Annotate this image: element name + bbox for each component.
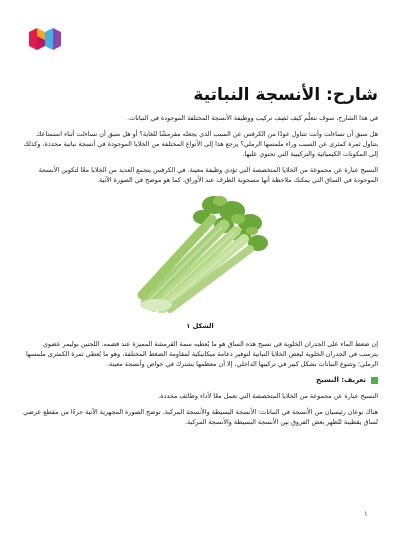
celery-image [132,191,272,313]
page-number: ١ [364,510,368,518]
definition-heading [22,375,378,386]
intro-paragraph: في هذا الشارح، سوف نتعلَّم كيف نَصِف تركيب ووظيفة الأنسجة المختلفة الموجودة في النباتات. [127,114,378,122]
figure-caption: الشكل ١ [186,322,214,330]
types-paragraph: هناك نوعان رئيسيان من الأنسجة في النباتات: الأنسجة البسيطة والأنسجة المركبة. توضح الصورة المجهرية الآتية جزءًا من مقطع عرضي لساق يقطينة لتُظهر بعض الفروق بين الأنسجة البسيطة والأنسجة المركبة. [23,408,378,426]
question-paragraph: هل سبق أن تساءلت وأنت تتناول عودًا من الكرفس عن السبب الذي يجعله مقرمشًا للغاية؟ أو هل سبق أن تساءلت أثناء استمتاعك بتناول ثمرة كمثرى عن السبب وراء ملمسها الرملي؟ يرجع هذا إلى الأنواع المختلفة من الخلايا الموجودة في أنسجة نباتية محددة، وكذلك إلى المكونات الكيميائية والتركيبية التي تحتوي عليها. [23,130,378,158]
definition-heading-label: تعريف: النسيج [315,376,366,384]
definition-paragraph: النسيج عبارة عن مجموعة من الخلايا المتخصصة التي تعمل معًا لأداء وظائف محددة. [158,392,378,400]
explanation-paragraph: إن ضغط الماء على الجدران الخلوية في نسيج هذه الساق هو ما يُعطيه سمة القرمشة المميزة عند قضمه. اللجنين بوليمر عضوي يترسب في الجدران الخلوية لبعض الخلايا النباتية لتوفير دعامة ميكانيكية لمقاومة الضغط المختلفة، وهو ما يُعطي ثمرة الكمثرى ملمسها الرملي؛ وتتنوع النباتات بشكل كبير في تركيبها الداخلي، إلا أن معظمها يشترك في خواص وأنسجة معينة. [25,340,378,368]
green-square-icon [371,377,378,384]
brand-logo-icon [29,26,61,52]
page-title: شارح: الأنسجة النباتية [193,85,378,105]
figure-container [22,191,378,315]
article-body [22,84,378,433]
tissue-paragraph: النسيج عبارة عن مجموعة من الخلايا المتخصصة التي تؤدي وظيفة معينة. في الكرفس يتجمع العديد من الخلايا معًا لتكوين الأنسجة الموجودة في الساق التي يمكنك ملاحظة أنها مسحوبة الطرف عند الأوراق، كما هو موضح في الصورة الآتية. [38,166,378,184]
